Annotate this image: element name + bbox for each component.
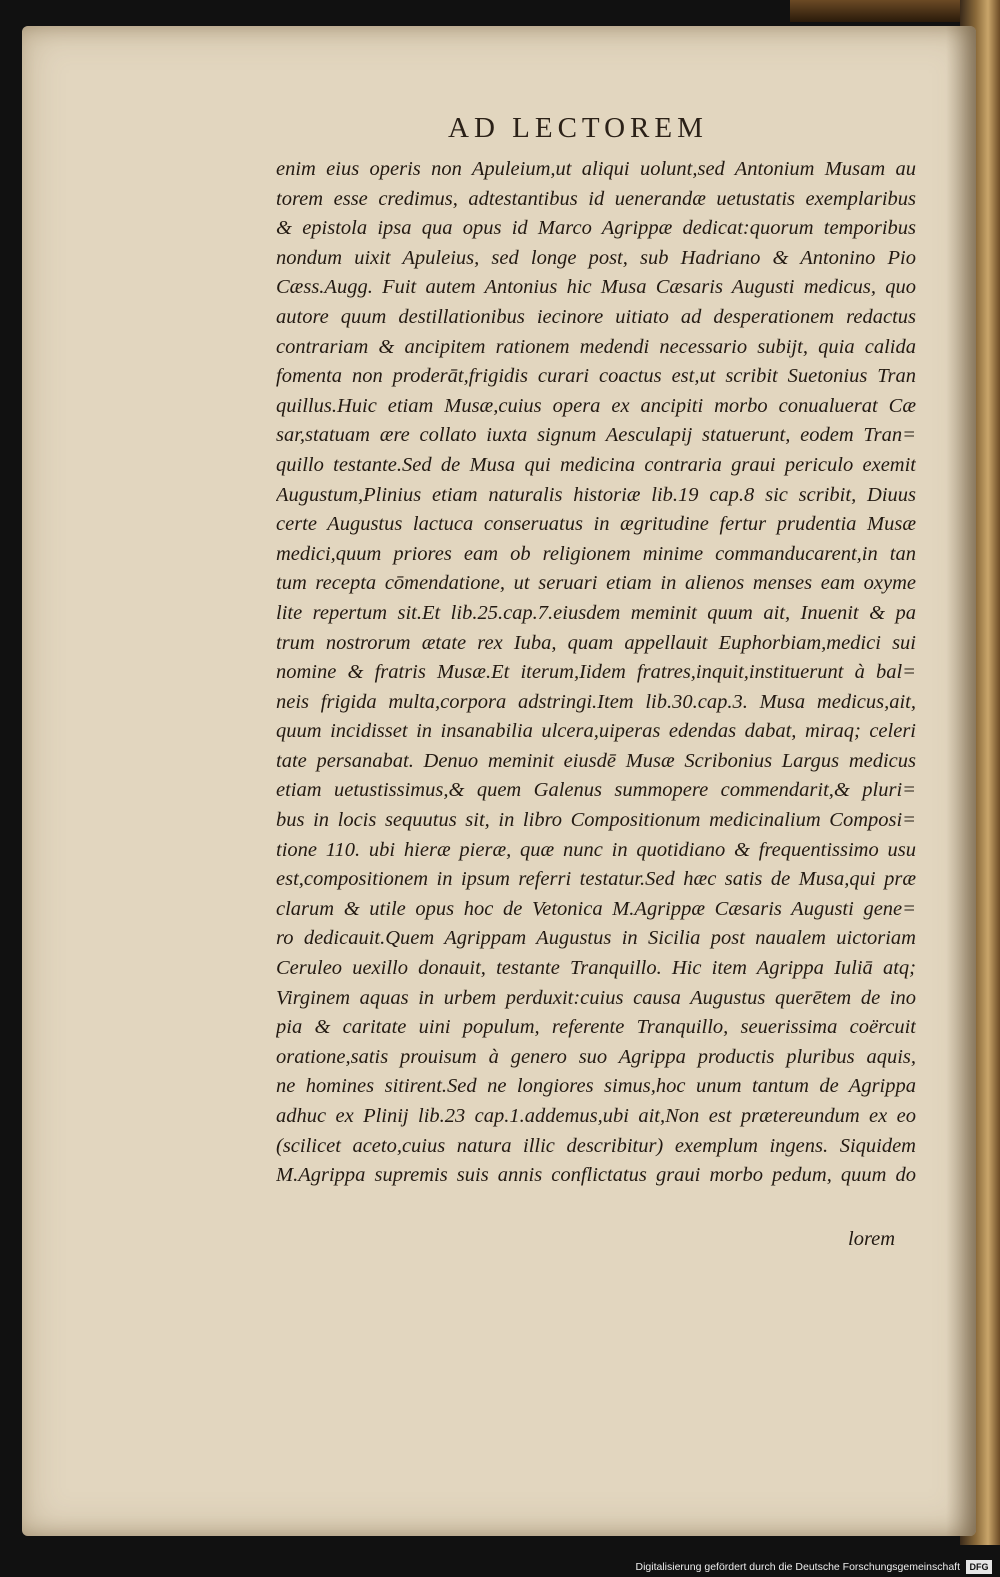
text-line: quillo testante.Sed de Musa qui medicina contraria graui periculo exemit [276, 453, 916, 476]
text-line: ro dedicauit.Quem Agrippam Augustus in Sicilia post naualem uictoriam [276, 927, 916, 950]
text-line: est,compositionem in ipsum referri testatur.Sed hæc satis de Musa,qui præ [276, 868, 916, 891]
text-line: etiam uetustissimus,& quem Galenus summopere commendarit,& pluri= [276, 779, 916, 802]
text-line: fomenta non proderāt,frigidis curari coactus est,ut scribit Suetonius Tran [276, 365, 916, 388]
text-line: pia & caritate uini populum, referente Tranquillo, seuerissima coërcuit [276, 1016, 916, 1039]
dfg-logo: DFG [966, 1560, 992, 1574]
text-line: torem esse credimus, adtestantibus id uenerandæ uetustatis exemplaribus [276, 187, 916, 210]
text-line: tione 110. ubi hieræ pieræ, quæ nunc in quotidiano & frequentissimo usu [276, 838, 916, 861]
text-line: nondum uixit Apuleius, sed longe post, sub Hadriano & Antonino Pio [276, 246, 916, 269]
text-line: quillus.Huic etiam Musæ,cuius opera ex ancipiti morbo conualuerat Cæ [276, 394, 916, 417]
page-gutter-shadow [946, 26, 976, 1536]
catchword: lorem [848, 1228, 896, 1250]
text-line: medici,quum priores eam ob religionem minime commanducarent,in tan [276, 542, 916, 565]
text-line: quum incidisset in insanabilia ulcera,uiperas edendas dabat, miraq; celeri [276, 720, 916, 743]
text-line: ne homines sitirent.Sed ne longiores simus,hoc unum tantum de Agrippa [276, 1075, 916, 1098]
text-line: enim eius operis non Apuleium,ut aliqui uolunt,sed Antonium Musam au [276, 158, 916, 180]
text-line: clarum & utile opus hoc de Vetonica M.Agrippæ Cæsaris Augusti gene= [276, 897, 916, 920]
text-line: tum recepta cōmendatione, ut seruari etiam in alienos menses eam oxyme [276, 572, 916, 595]
text-line: Cæss.Augg. Fuit autem Antonius hic Musa Cæsaris Augusti medicus, quo [276, 276, 916, 299]
text-line: tate persanabat. Denuo meminit eiusdē Musæ Scribonius Largus medicus [276, 749, 916, 772]
text-line: M.Agrippa supremis suis annis conflictatus graui morbo pedum, quum do [276, 1164, 916, 1187]
text-line: certe Augustus lactuca conseruatus in ægritudine fertur prudentia Musæ [276, 513, 916, 536]
text-line: Ceruleo uexillo donauit, testante Tranquillo. Hic item Agrippa Iuliā atq; [276, 957, 916, 980]
text-line: contrariam & ancipitem rationem medendi necessario subijt, quia calida [276, 335, 916, 358]
text-line: (scilicet aceto,cuius natura illic describitur) exemplum ingens. Siquidem [276, 1134, 916, 1157]
text-line: trum nostrorum ætate rex Iuba, quam appellauit Euphorbiam,medici sui [276, 631, 916, 654]
text-line: neis frigida multa,corpora adstringi.Item lib.30.cap.3. Musa medicus,ait, [276, 690, 916, 713]
text-line: Virginem aquas in urbem perduxit:cuius causa Augustus querētem de ino [276, 986, 916, 1009]
text-line: sar,statuam ære collato iuxta signum Aesculapij statuerunt, eodem Tran= [276, 424, 916, 447]
text-line: nomine & fratris Musæ.Et iterum,Iidem fratres,inquit,instituerunt à bal= [276, 661, 916, 684]
text-line: Augustum,Plinius etiam naturalis historiæ lib.19 cap.8 sic scribit, Diuus [276, 483, 916, 506]
text-line: & epistola ipsa qua opus id Marco Agrippæ dedicat:quorum temporibus [276, 217, 916, 240]
text-line: oratione,satis prouisum à genero suo Agrippa productis pluribus aquis, [276, 1045, 916, 1068]
running-head: AD LECTOREM [448, 112, 708, 144]
text-line: lite repertum sit.Et lib.25.cap.7.eiusdem meminit quum ait, Inuenit & pa [276, 601, 916, 624]
text-line: bus in locis sequutus sit, in libro Compositionum medicinalium Composi= [276, 809, 916, 832]
text-line: autore quum destillationibus iecinore uitiato ad desperationem redactus [276, 305, 916, 328]
text-block [276, 155, 916, 1191]
footer-bar [0, 1555, 1000, 1577]
footer-credit: Digitalisierung gefördert durch die Deutsche Forschungsgemeinschaft [635, 1561, 960, 1573]
text-line: adhuc ex Plinij lib.23 cap.1.addemus,ubi ait,Non est prætereundum ex eo [276, 1105, 916, 1127]
